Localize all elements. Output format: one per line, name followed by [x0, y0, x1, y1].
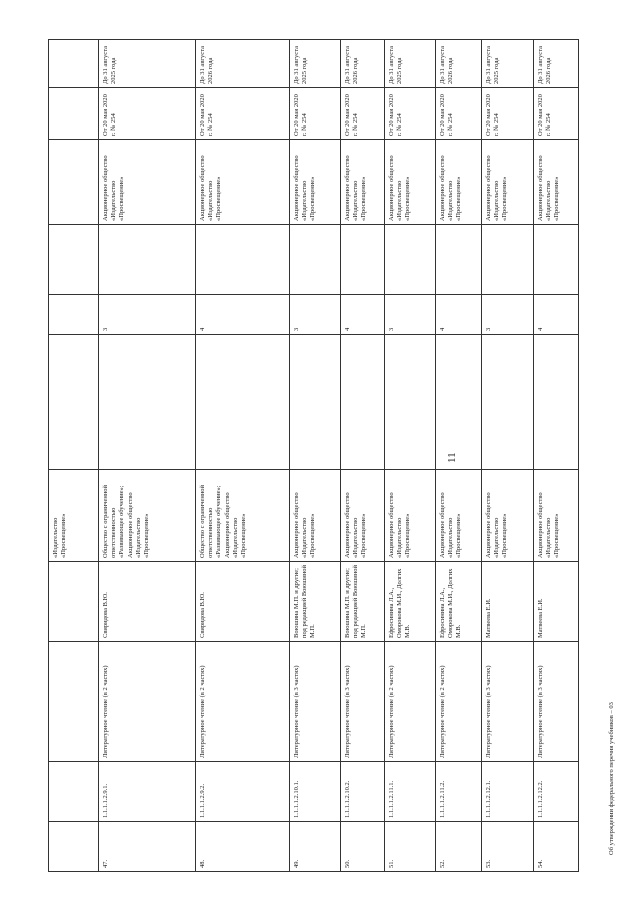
cell-author: [341, 562, 385, 642]
cell-deadline: [436, 40, 482, 88]
cell-blank: [196, 335, 290, 470]
cell-deadline-text: До 31 августа 2025 года: [485, 46, 501, 84]
cell-author-text: Ефросинина Л.А., Оморокова М.И., Долгих М.В.: [439, 568, 463, 638]
cell-owner: [341, 140, 385, 225]
cell-deadline-text: До 31 августа 2025 года: [293, 46, 309, 84]
table-row: [482, 40, 534, 872]
cell-grade-text: 4: [537, 327, 544, 331]
cell-publisher-text: Акционерное общество «Издательство «Просвещение»: [485, 492, 509, 558]
cell-publisher: [482, 470, 534, 562]
cell-owner-text: Акционерное общество «Издательство «Просвещение»: [293, 155, 317, 221]
table-row: [341, 40, 385, 872]
cell-code-text: 1.1.1.1.2.10.2.: [344, 780, 351, 818]
cell-author: [99, 562, 196, 642]
cell-order: [99, 88, 196, 140]
cell-grade-text: 3: [293, 327, 300, 331]
cell-code: [99, 762, 196, 822]
cell-num: [482, 822, 534, 872]
cell-title: [49, 642, 99, 762]
cell-title: [99, 642, 196, 762]
cell-order: [196, 88, 290, 140]
cell-code: [290, 762, 341, 822]
cell-title-text: Литературное чтение (в 2 частях): [199, 665, 206, 758]
cell-author: [482, 562, 534, 642]
cell-num-text: 54.: [537, 859, 544, 868]
footer-text: Об утверждении федерального перечня учебников – 03: [608, 702, 615, 855]
cell-code: [196, 762, 290, 822]
cell-blank: [290, 225, 341, 295]
cell-owner-text: Акционерное общество «Издательство «Просвещение»: [485, 155, 509, 221]
cell-grade: [341, 295, 385, 335]
cell-publisher-text: Акционерное общество «Издательство «Просвещение»: [388, 492, 412, 558]
cell-num: [341, 822, 385, 872]
cell-grade-text: 3: [388, 327, 395, 331]
cell-publisher: «Издательство «Просвещение»: [49, 470, 99, 562]
table-row: [99, 40, 196, 872]
cell-blank: [482, 335, 534, 470]
cell-title: [196, 642, 290, 762]
cell-owner: [49, 140, 99, 225]
cell-deadline-text: До 31 августа 2026 года: [439, 46, 455, 84]
cell-publisher-text: Акционерное общество «Издательство «Просвещение»: [344, 492, 368, 558]
cell-owner-text: Акционерное общество «Издательство «Просвещение»: [199, 155, 223, 221]
cell-blank: [99, 335, 196, 470]
cell-grade: [99, 295, 196, 335]
cell-owner-text: Акционерное общество «Издательство «Просвещение»: [102, 155, 126, 221]
cell-order-text: От 20 мая 2020 г. № 254: [102, 94, 118, 136]
cell-code: [341, 762, 385, 822]
cell-deadline-text: До 31 августа 2026 года: [199, 46, 215, 84]
cell-deadline-text: До 31 августа 2026 года: [344, 46, 360, 84]
cell-publisher-text: Акционерное общество «Издательство «Просвещение»: [537, 492, 561, 558]
cell-title-text: Литературное чтение (в 3 частях): [537, 665, 544, 758]
cell-code: [436, 762, 482, 822]
cell-num: [534, 822, 579, 872]
cell-deadline: [341, 40, 385, 88]
cell-deadline-text: До 31 августа 2026 года: [537, 46, 553, 84]
cell-publisher-text: Акционерное общество «Издательство «Просвещение»: [439, 492, 463, 558]
cell-grade: [196, 295, 290, 335]
cell-num: [436, 822, 482, 872]
cell-author-text: Матвеева Е.И.: [485, 598, 492, 638]
cell-deadline: [196, 40, 290, 88]
cell-author-text: Свиридова В.Ю.: [102, 592, 109, 638]
cell-order: [482, 88, 534, 140]
cell-deadline-text: До 31 августа 2025 года: [102, 46, 118, 84]
table-row: [436, 40, 482, 872]
cell-order: [534, 88, 579, 140]
cell-blank: [49, 225, 99, 295]
table-row: [196, 40, 290, 872]
cell-publisher: [341, 470, 385, 562]
cell-order-text: От 20 мая 2020 г. № 254: [537, 94, 553, 136]
cell-code: [482, 762, 534, 822]
cell-grade-text: 3: [485, 327, 492, 331]
table-row-header-continuation: [49, 40, 99, 872]
cell-title-text: Литературное чтение (в 3 частях): [293, 665, 300, 758]
cell-grade-text: 3: [102, 327, 109, 331]
cell-num-text: 47.: [102, 859, 109, 868]
cell-publisher: [436, 470, 482, 562]
cell-order: [385, 88, 436, 140]
cell-publisher: [99, 470, 196, 562]
cell-author: [290, 562, 341, 642]
cell-publisher-text: Акционерное общество «Издательство «Просвещение»: [293, 492, 317, 558]
cell-deadline: [482, 40, 534, 88]
cell-blank: [482, 225, 534, 295]
cell-author: [534, 562, 579, 642]
cell-blank: [385, 335, 436, 470]
cell-grade: [534, 295, 579, 335]
cell-code-text: 1.1.1.1.2.9.2.: [199, 783, 206, 818]
table-row: [534, 40, 579, 872]
cell-blank: [341, 335, 385, 470]
cell-code-text: 1.1.1.1.2.9.1.: [102, 783, 109, 818]
cell-title-text: Литературное чтение (в 2 частях): [439, 665, 446, 758]
cell-num-text: 53.: [485, 859, 492, 868]
cell-title-text: Литературное чтение (в 2 частях): [388, 665, 395, 758]
cell-author: [385, 562, 436, 642]
cell-author-text: Свиридова В.Ю.: [199, 592, 206, 638]
cell-grade-text: 4: [199, 327, 206, 331]
cell-order: [341, 88, 385, 140]
cell-num-text: 49.: [293, 859, 300, 868]
cell-title: [290, 642, 341, 762]
cell-order-text: От 20 мая 2020 г. № 254: [344, 94, 360, 136]
cell-blank: [385, 225, 436, 295]
cell-title: [482, 642, 534, 762]
cell-order-text: От 20 мая 2020 г. № 254: [439, 94, 455, 136]
cell-blank: [341, 225, 385, 295]
cell-owner: [436, 140, 482, 225]
cell-code: [385, 762, 436, 822]
cell-publisher-text: Общество с ограниченной ответственностью «Развивающее обучение»; Акционерное общество «Издательство «Просвещение»: [102, 484, 151, 558]
cell-code-text: 1.1.1.1.2.11.2.: [439, 780, 446, 818]
cell-author-text: Воюшина М.П. и другие; под редакцией Воюшиной М.П.: [344, 565, 368, 638]
cell-num: [49, 822, 99, 872]
cell-deadline: [49, 40, 99, 88]
cell-owner: [385, 140, 436, 225]
cell-author: [49, 562, 99, 642]
cell-order: [49, 88, 99, 140]
cell-num: [290, 822, 341, 872]
cell-code-text: 1.1.1.1.2.12.2.: [537, 780, 544, 818]
cell-owner: [482, 140, 534, 225]
cell-title: [385, 642, 436, 762]
cell-grade: [385, 295, 436, 335]
cell-author-text: Воюшина М.П. и другие; под редакцией Воюшиной М.П.: [293, 565, 317, 638]
cell-owner: [290, 140, 341, 225]
cell-deadline: [385, 40, 436, 88]
cell-owner-text: Акционерное общество «Издательство «Просвещение»: [537, 155, 561, 221]
cell-deadline: [534, 40, 579, 88]
cell-grade: [290, 295, 341, 335]
cell-publisher: [290, 470, 341, 562]
cell-title: [534, 642, 579, 762]
cell-order: [436, 88, 482, 140]
cell-blank: [290, 335, 341, 470]
table-row: [290, 40, 341, 872]
cell-blank: [436, 335, 482, 470]
cell-order-text: От 20 мая 2020 г. № 254: [199, 94, 215, 136]
cell-blank: [436, 225, 482, 295]
cell-author: [196, 562, 290, 642]
cell-title-text: Литературное чтение (в 3 частях): [344, 665, 351, 758]
cell-grade: [49, 295, 99, 335]
cell-deadline-text: До 31 августа 2025 года: [388, 46, 404, 84]
textbook-table: [48, 39, 579, 872]
cell-order-text: От 20 мая 2020 г. № 254: [485, 94, 501, 136]
cell-owner: [534, 140, 579, 225]
cell-blank: [196, 225, 290, 295]
cell-author-text: Ефросинина Л.А., Оморокова М.И., Долгих М.В.: [388, 568, 412, 638]
cell-code-text: 1.1.1.1.2.10.1.: [293, 780, 300, 818]
cell-owner: [99, 140, 196, 225]
cell-title-text: Литературное чтение (в 2 частях): [102, 665, 109, 758]
cell-title: [436, 642, 482, 762]
cell-order-text: От 20 мая 2020 г. № 254: [293, 94, 309, 136]
cell-deadline: [99, 40, 196, 88]
cell-title: [341, 642, 385, 762]
cell-author-text: Матвеева Е.И.: [537, 598, 544, 638]
cell-num-text: 48.: [199, 859, 206, 868]
cell-owner-text: Акционерное общество «Издательство «Просвещение»: [344, 155, 368, 221]
cell-num-text: 50.: [344, 859, 351, 868]
cell-code: [534, 762, 579, 822]
cell-blank: [99, 225, 196, 295]
cell-owner: [196, 140, 290, 225]
cell-grade-text: 4: [344, 327, 351, 331]
cell-code-text: 1.1.1.1.2.12.1.: [485, 780, 492, 818]
cell-num: [385, 822, 436, 872]
cell-grade-text: 4: [439, 327, 446, 331]
cell-num-text: 52.: [439, 859, 446, 868]
cell-author: [436, 562, 482, 642]
cell-blank: [534, 225, 579, 295]
cell-order: [290, 88, 341, 140]
cell-deadline: [290, 40, 341, 88]
cell-blank: [534, 335, 579, 470]
table-row: [385, 40, 436, 872]
cell-owner-text: Акционерное общество «Издательство «Просвещение»: [439, 155, 463, 221]
cell-num-text: 51.: [388, 859, 395, 868]
cell-publisher: [196, 470, 290, 562]
cell-publisher: [385, 470, 436, 562]
cell-grade: [482, 295, 534, 335]
page-number: 11: [446, 452, 458, 463]
cell-owner-text: Акционерное общество «Издательство «Просвещение»: [388, 155, 412, 221]
cell-code: [49, 762, 99, 822]
cell-num: [196, 822, 290, 872]
cell-order-text: От 20 мая 2020 г. № 254: [388, 94, 404, 136]
cell-publisher: [534, 470, 579, 562]
cell-publisher-text: Общество с ограниченной ответственностью «Развивающее обучение»; Акционерное общество «Издательство «Просвещение»: [199, 484, 248, 558]
cell-grade: [436, 295, 482, 335]
cell-title-text: Литературное чтение (в 3 частях): [485, 665, 492, 758]
cell-blank: [49, 335, 99, 470]
cell-code-text: 1.1.1.1.2.11.1.: [388, 780, 395, 818]
cell-num: [99, 822, 196, 872]
